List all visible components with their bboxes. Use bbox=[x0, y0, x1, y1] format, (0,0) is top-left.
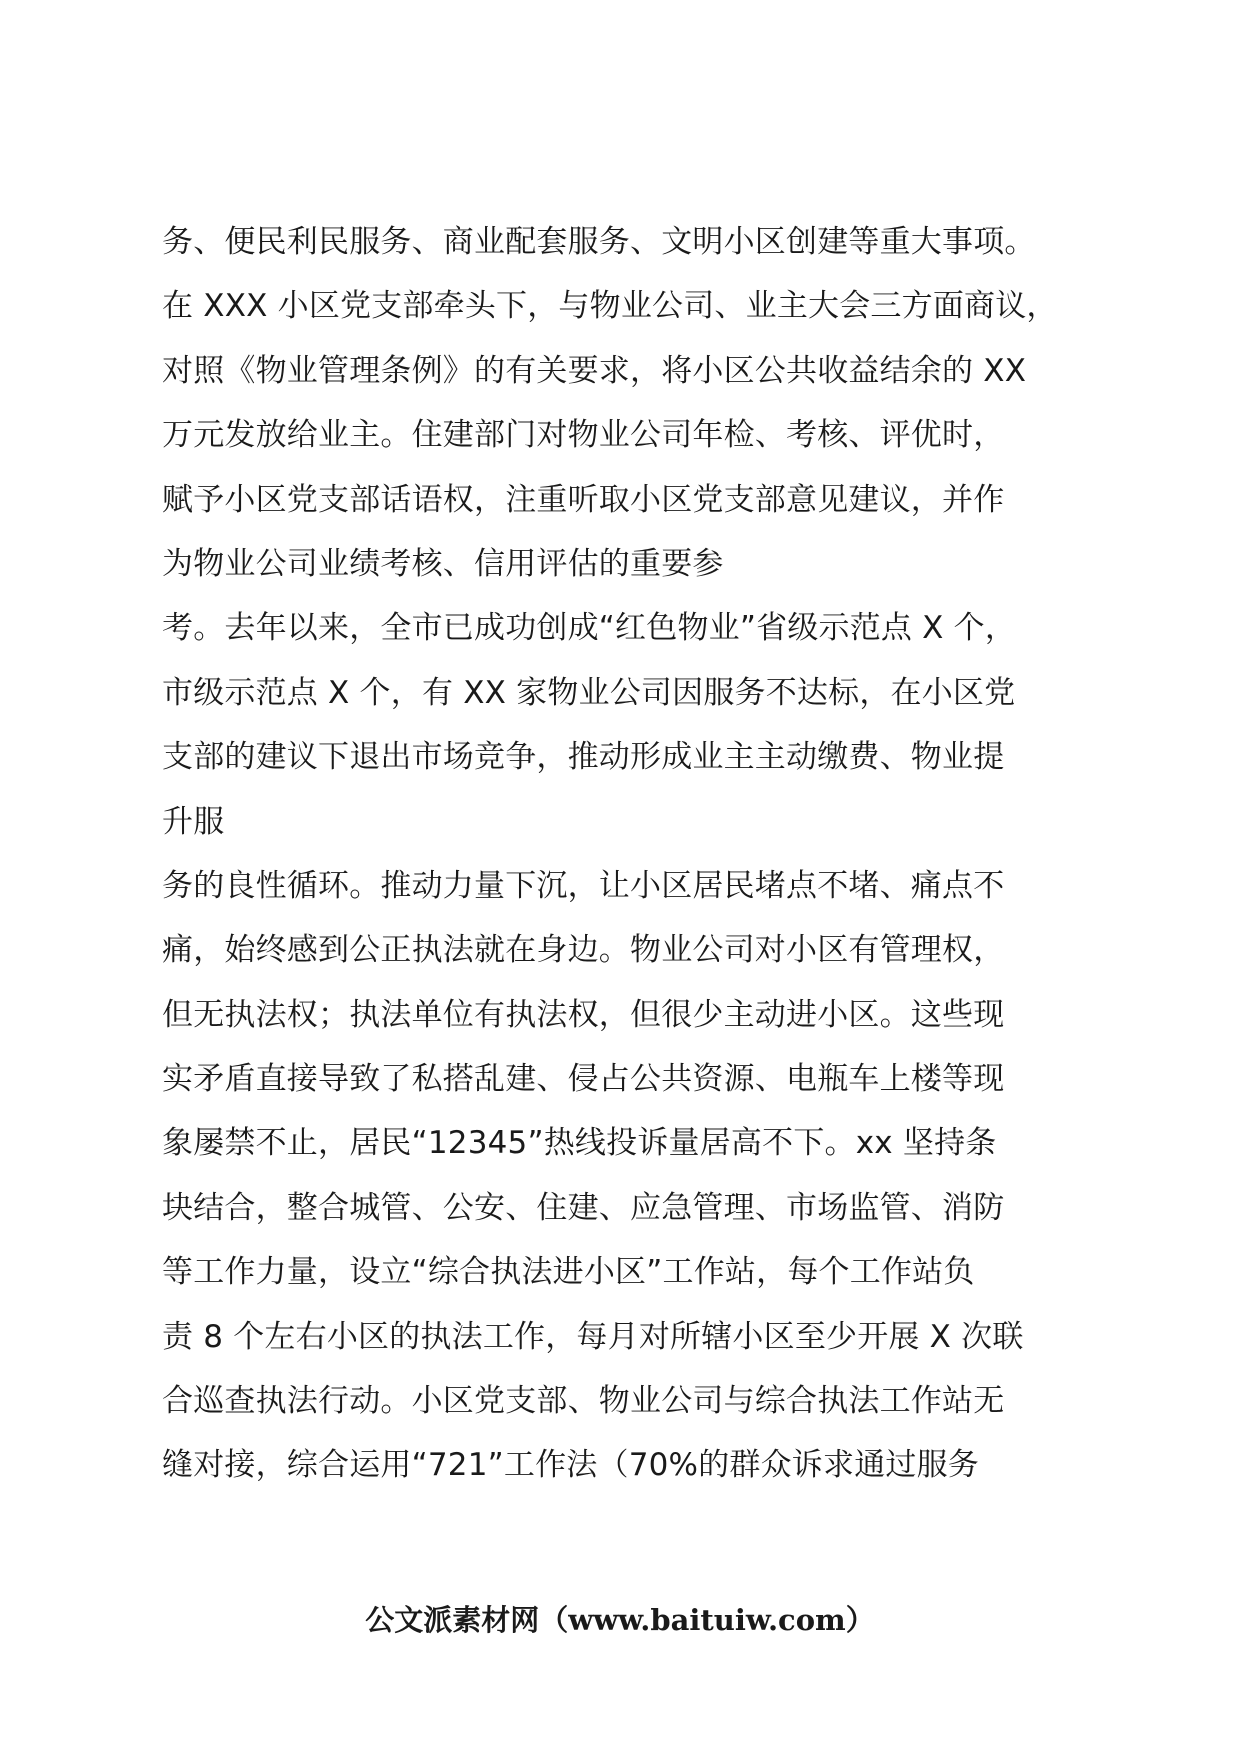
text-line: 责 8 个左右小区的执法工作，每月对所辖小区至少开展 X 次联 bbox=[162, 1318, 1024, 1355]
text-line: 务的良性循环。推动力量下沉，让小区居民堵点不堵、痛点不 bbox=[162, 867, 1005, 904]
text-line: 等工作力量，设立“综合执法进小区”工作站，每个工作站负 bbox=[162, 1254, 975, 1291]
text-line: 象屡禁不止，居民“12345”热线投诉量居高不下。xx 坚持条 bbox=[162, 1125, 997, 1162]
text-line: 支部的建议下退出市场竞争，推动形成业主主动缴费、物业提 bbox=[162, 739, 1005, 776]
text-line: 务、便民利民服务、商业配套服务、文明小区创建等重大事项。 bbox=[162, 224, 1036, 260]
text-line: 升服 bbox=[162, 803, 225, 840]
text-line: 实矛盾直接导致了私搭乱建、侵占公共资源、电瓶车上楼等现 bbox=[162, 1061, 1005, 1098]
text-line: 缝对接，综合运用“721”工作法（70%的群众诉求通过服务 bbox=[162, 1447, 979, 1484]
text-line: 对照《物业管理条例》的有关要求，将小区公共收益结余的 XX bbox=[162, 352, 1027, 389]
text-line: 考。去年以来，全市已成功创成“红色物业”省级示范点 X 个， bbox=[162, 610, 1017, 647]
text-line: 合巡查执法行动。小区党支部、物业公司与综合执法工作站无 bbox=[162, 1383, 1005, 1420]
text-line: 但无执法权；执法单位有执法权，但很少主动进小区。这些现 bbox=[162, 996, 1005, 1033]
text-line: 在 XXX 小区党支部牵头下，与物业公司、业主大会三方面商议， bbox=[162, 288, 1058, 325]
text-line: 赋予小区党支部话语权，注重听取小区党支部意见建议，并作 bbox=[162, 481, 1005, 518]
text-line: 块结合，整合城管、公安、住建、应急管理、市场监管、消防 bbox=[162, 1189, 1005, 1226]
text-line: 市级示范点 X 个，有 XX 家物业公司因服务不达标，在小区党 bbox=[162, 674, 1016, 711]
text-line: 万元发放给业主。住建部门对物业公司年检、考核、评优时， bbox=[162, 417, 1005, 454]
body-text bbox=[162, 210, 1122, 1498]
text-line: 为物业公司业绩考核、信用评估的重要参 bbox=[162, 545, 724, 582]
text-line: 痛，始终感到公正执法就在身边。物业公司对小区有管理权， bbox=[162, 932, 1005, 969]
page-footer: 公文派素材网（www.baituiw.com） bbox=[365, 1603, 875, 1637]
